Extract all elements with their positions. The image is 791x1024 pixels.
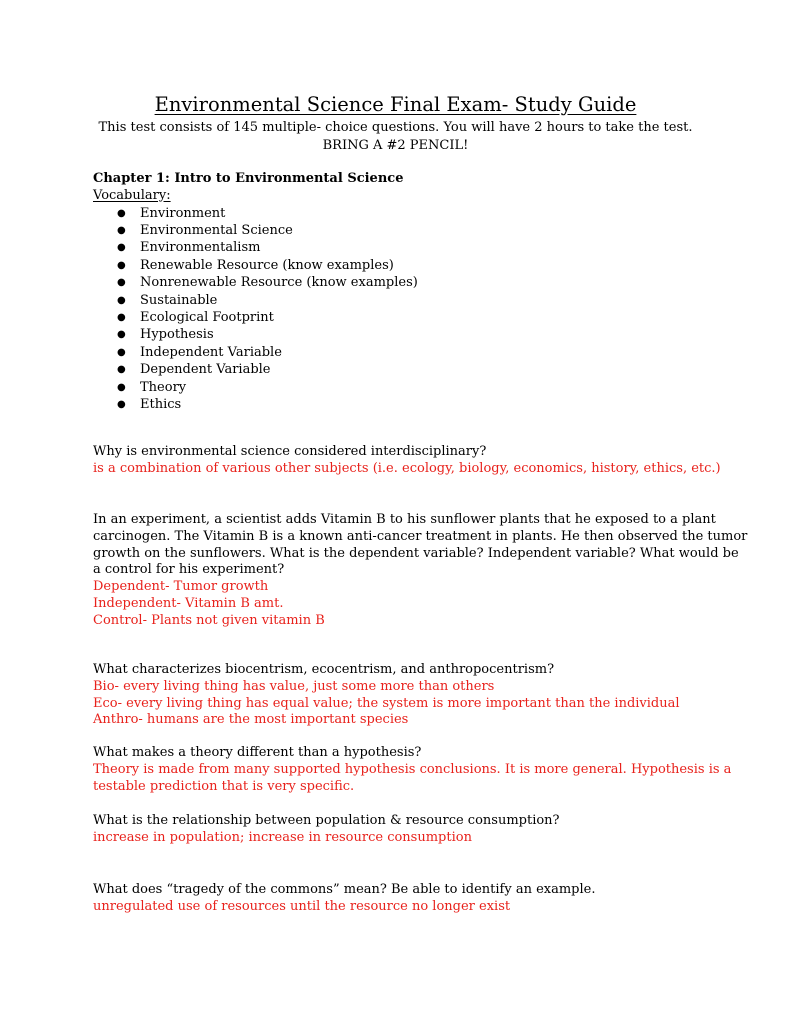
bullet-icon: ● [117,242,126,254]
bullet-icon: ● [117,346,126,358]
chapter-section [93,171,733,413]
answer-text: is a combination of various other subjects (i.e. ecology, biology, economics, history, ethics, etc.) [93,460,721,476]
answer-text: Theory is made from many supported hypothesis conclusions. It is more general. Hypothesis is a [93,761,732,777]
vocab-item: ● Dependent Variable [117,362,271,378]
answer-text: testable prediction that is very specific. [93,778,355,794]
answer-text: unregulated use of resources until the resource no longer exist [93,898,511,914]
bullet-icon: ● [117,381,126,393]
vocab-item: ● Environmental Science [117,222,293,238]
bullet-icon: ● [117,398,126,410]
question-text: In an experiment, a scientist adds Vitamin B to his sunflower plants that he exposed to a plant [93,512,716,527]
question-tragedy-commons [93,882,733,916]
vocab-item: ● Independent Variable [117,344,282,360]
vocab-item: ● Environmentalism [117,240,261,256]
exam-info-line: This test consists of 145 multiple- choice questions. You will have 2 hours to take the test. [98,120,693,135]
vocabulary-label: Vocabulary: [93,187,171,203]
question-population-consumption [93,813,733,847]
vocab-item: ● Theory [117,379,187,395]
vocab-item: ● Nonrenewable Resource (know examples) [117,275,418,291]
chapter-heading: Chapter 1: Intro to Environmental Science [93,171,404,186]
question-text: What makes a theory different than a hypothesis? [93,745,422,760]
document-title: Environmental Science Final Exam- Study Guide [154,93,637,116]
question-text: Why is environmental science considered interdisciplinary? [93,444,487,459]
vocab-item: ● Environment [117,205,226,221]
vocab-item: ● Sustainable [117,292,218,308]
question-text: What is the relationship between population & resource consumption? [93,813,560,828]
question-text: growth on the sunflowers. What is the dependent variable? Independent variable? What would be [93,545,739,561]
vocab-item: ● Hypothesis [117,327,214,343]
answer-text: increase in population; increase in resource consumption [93,829,472,845]
bullet-icon: ● [117,311,126,323]
answer-text: Anthro- humans are the most important species [93,712,409,728]
question-text: a control for his experiment? [93,562,285,578]
answer-text: Dependent- Tumor growth [93,579,269,595]
vocabulary-list [93,205,733,414]
answer-text: Eco- every living thing has equal value; the system is more important than the individual [93,695,680,711]
pencil-reminder: BRING A #2 PENCIL! [322,138,469,153]
vocab-item: ● Ecological Footprint [117,309,274,325]
question-text: What characterizes biocentrism, ecocentrism, and anthropocentrism? [93,662,555,677]
bullet-icon: ● [117,329,126,341]
question-centrism [93,662,733,729]
question-experiment-variables [93,512,748,630]
answer-text: Control- Plants not given vitamin B [93,612,325,628]
question-text: carcinogen. The Vitamin B is a known anti-cancer treatment in plants. He then observed the tumor [93,528,748,544]
question-theory-hypothesis [93,745,733,795]
vocab-item: ● Renewable Resource (know examples) [117,257,394,273]
bullet-icon: ● [117,207,126,219]
bullet-icon: ● [117,259,126,271]
vocab-item: ● Ethics [117,396,182,412]
bullet-icon: ● [117,294,126,306]
bullet-icon: ● [117,277,126,289]
answer-text: Bio- every living thing has value, just some more than others [93,678,495,694]
question-text: What does “tragedy of the commons” mean? Be able to identify an example. [93,882,596,897]
bullet-icon: ● [117,224,126,236]
question-interdisciplinary [93,444,733,478]
bullet-icon: ● [117,364,126,376]
answer-text: Independent- Vitamin B amt. [93,595,284,611]
